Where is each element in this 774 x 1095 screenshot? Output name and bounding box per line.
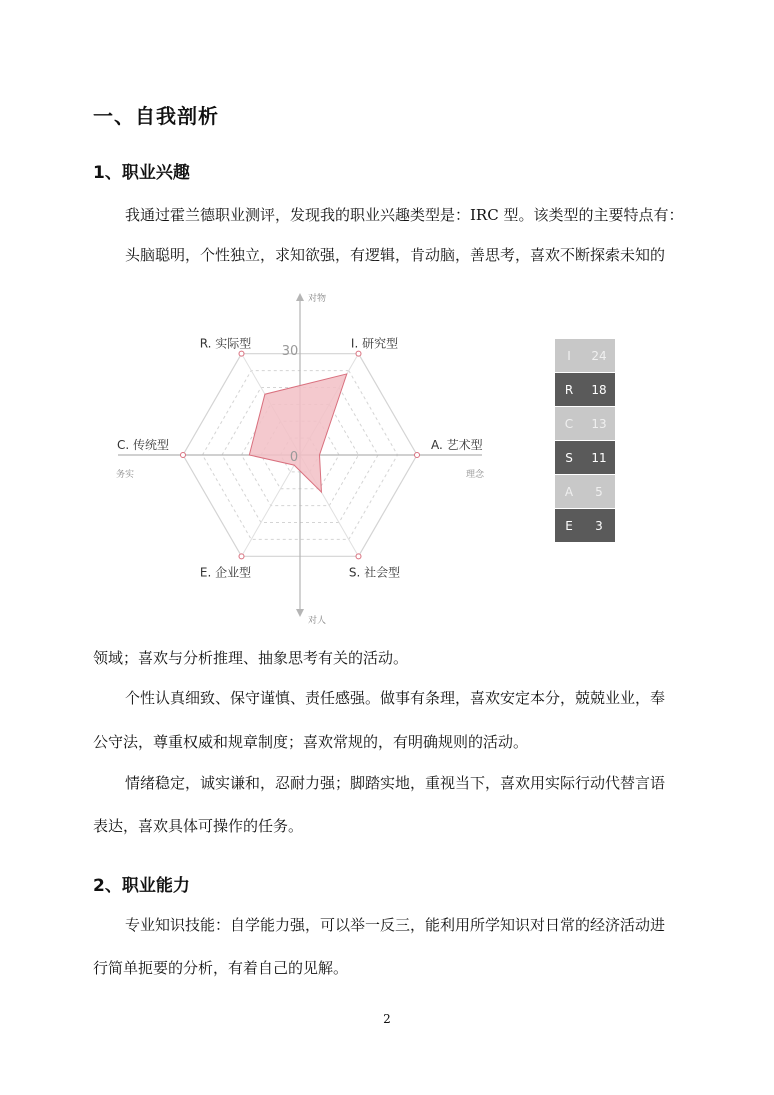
paragraph-6b: 行简单扼要的分析，有着自己的见解。 (93, 959, 349, 977)
score-code: I (567, 348, 571, 363)
radar-tick-max: 30 (281, 344, 299, 359)
paragraph-5a: 情绪稳定，诚实谦和，忍耐力强；脚踏实地，重视当下，喜欢用实际行动代替言语 (125, 774, 666, 792)
score-value: 11 (591, 450, 607, 465)
subsection-title-ability: 2、职业能力 (93, 876, 190, 896)
score-value: 5 (595, 484, 603, 499)
score-row (555, 441, 615, 474)
subsection-title-interest: 1、职业兴趣 (93, 163, 190, 183)
score-code: C (564, 416, 574, 431)
radar-vertex-dot (356, 351, 361, 356)
score-value: 24 (591, 348, 607, 363)
score-row (555, 475, 615, 508)
direction-bottom: 对人 (308, 616, 327, 625)
paragraph-2: 头脑聪明，个性独立，求知欲强，有逻辑，肯动脑，善思考，喜欢不断探索未知的 (125, 246, 666, 264)
radar-axis-label: R. 实际型 (199, 336, 252, 351)
section-title: 一、自我剖析 (93, 104, 219, 128)
radar-vertex-dot (181, 453, 186, 458)
holland-radar-chart (100, 285, 500, 625)
score-code: E (565, 518, 573, 533)
radar-tick-zero: 0 (289, 450, 299, 465)
paragraph-5b: 表达，喜欢具体可操作的任务。 (93, 817, 304, 835)
paragraph-4b: 公守法，尊重权威和规章制度；喜欢常规的，有明确规则的活动。 (93, 733, 529, 751)
radar-vertex-dot (415, 453, 420, 458)
arrow-up (296, 293, 304, 301)
score-value: 13 (591, 416, 607, 431)
score-table (555, 339, 615, 543)
radar-vertex-dot (356, 554, 361, 559)
score-row (555, 407, 615, 440)
score-code: A (564, 484, 574, 499)
page-number: 2 (383, 1012, 391, 1026)
score-row (555, 509, 615, 542)
paragraph-6a: 专业知识技能：自学能力强，可以举一反三，能利用所学知识对日常的经济活动进 (125, 916, 666, 934)
radar-axis-label: A. 艺术型 (431, 438, 483, 452)
score-value: 18 (591, 382, 607, 397)
radar-axis-label: I. 研究型 (350, 336, 399, 351)
direction-right: 理念 (465, 470, 484, 480)
score-code: S (565, 450, 573, 465)
radar-axis-label: E. 企业型 (199, 565, 252, 580)
radar-vertex-dot (239, 351, 244, 356)
score-value: 3 (595, 518, 603, 533)
score-code: R (564, 382, 574, 397)
paragraph-3: 领域；喜欢与分析推理、抽象思考有关的活动。 (93, 649, 409, 667)
direction-left: 务实 (116, 470, 135, 480)
direction-top: 对物 (308, 294, 327, 304)
score-row (555, 339, 615, 372)
score-row (555, 373, 615, 406)
radar-axis-label: C. 传统型 (116, 438, 169, 452)
paragraph-1: 我通过霍兰德职业测评，发现我的职业兴趣类型是：IRC 型。该类型的主要特点有： (125, 206, 684, 224)
arrow-down (296, 609, 304, 617)
paragraph-4a: 个性认真细致、保守谨慎、责任感强。做事有条理，喜欢安定本分，兢兢业业，奉 (125, 689, 666, 707)
radar-vertex-dot (239, 554, 244, 559)
radar-axis-label: S. 社会型 (348, 565, 401, 580)
